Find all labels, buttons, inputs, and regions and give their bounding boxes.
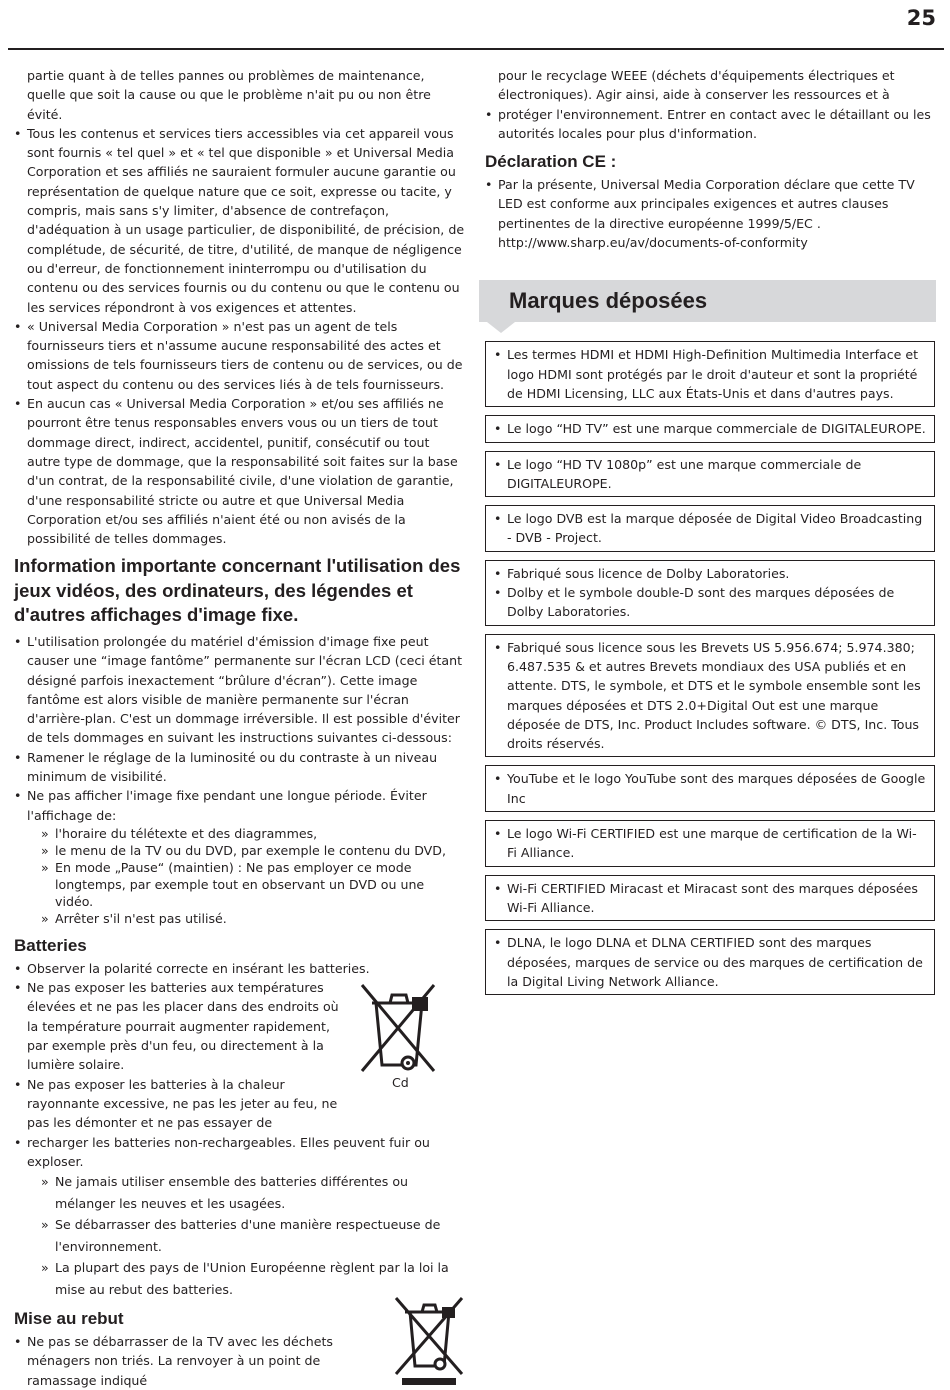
disposal-heading: Mise au rebut xyxy=(14,1309,124,1329)
list-item: • Observer la polarité correcte en insérant les batteries. xyxy=(14,959,466,978)
list-item: • Ne pas exposer les batteries aux températures élevées et ne pas les placer dans des endroits où la température pourrait augmenter rapidement, par exemple près d'un feu, ou directement à la lumière solaire. xyxy=(14,978,347,1074)
list-item: • Le logo Wi-Fi CERTIFIED est une marque de certification de la Wi-Fi Alliance. xyxy=(494,824,926,863)
left-column xyxy=(14,66,466,1390)
list-item: • L'utilisation prolongée du matériel d'émission d'image fixe peut causer une “image fantôme” permanente sur l'écran LCD (ceci étant désigné parfois inexactement “brûlure d'écran”). Cette image fantôme est alors visible de manière permanente sur l'écran d'arrière-plan. C'est un dommage irréversible. Il est possible d'éviter de tels dommages en suivant les instructions suivantes ci-dessous: xyxy=(14,632,466,748)
list-item: • Fabriqué sous licence de Dolby Laboratories. xyxy=(494,564,926,583)
weee-list xyxy=(485,105,937,144)
sub-list-item: » En mode „Pause“ (maintien) : Ne pas employer ce mode longtemps, par exemple tout en observant un DVD ou une vidéo. xyxy=(41,859,466,910)
trademark-box xyxy=(485,875,935,922)
trademarks-heading: Marques déposées xyxy=(509,288,708,314)
ce-heading: Déclaration CE : xyxy=(485,152,617,172)
weee-continuation: pour le recyclage WEEE (déchets d'équipements électriques et électroniques). Agir ainsi, aide à conserver les ressources et à xyxy=(498,68,895,103)
trademark-box xyxy=(485,341,935,407)
list-item: • Ramener le réglage de la luminosité ou du contraste à un niveau minimum de visibilité. xyxy=(14,748,466,787)
header-notch xyxy=(487,322,515,333)
list-item: • Le logo DVB est la marque déposée de Digital Video Broadcasting - DVB - Project. xyxy=(494,509,926,548)
list-item: • « Universal Media Corporation » n'est pas un agent de tels fournisseurs tiers et n'assume aucune responsabilité des actes et omissions de tels fournisseurs tiers de contenu ou de services, ou de tout aspect du contenu ou des services liés à de tels fournisseurs. xyxy=(14,317,466,394)
crossed-out-bin-cd-icon xyxy=(358,981,438,1075)
trademark-box xyxy=(485,451,935,498)
trademark-list xyxy=(485,341,937,995)
crossed-out-bin-icon xyxy=(392,1294,466,1386)
disposal-section xyxy=(14,1308,466,1390)
page-number: 25 xyxy=(906,6,936,30)
ce-list xyxy=(485,175,937,252)
list-item: • DLNA, le logo DLNA et DLNA CERTIFIED sont des marques déposées, marques de service ou des marques de certification de la Digital Living Network Alliance. xyxy=(494,933,926,991)
sub-list-item: » Ne jamais utiliser ensemble des batteries différentes ou mélanger les neuves et les usagées. xyxy=(41,1171,466,1214)
trademarks-header xyxy=(479,280,936,322)
list-item: • Fabriqué sous licence sous les Brevets US 5.956.674; 5.974.380; 6.487.535 & et autres Brevets mondiaux des USA publiés et en attente. DTS, le symbole, et DTS et le symbole ensemble sont les marques déposées et DTS 2.0+Digital Out est une marque déposée de DTS, Inc. Product Includes software. © DTS, Inc. Tous droits réservés. xyxy=(494,638,926,754)
batteries-heading: Batteries xyxy=(14,935,87,955)
battery-sub-list xyxy=(14,1171,466,1300)
list-item: • protéger l'environnement. Entrer en contact avec le détaillant ou les autorités locales pour plus d'information. xyxy=(485,105,937,144)
list-item: • Ne pas afficher l'image fixe pendant une longue période. Éviter l'affichage de: xyxy=(14,786,466,825)
list-item: • Tous les contenus et services tiers accessibles via cet appareil vous sont fournis « tel quel » et « tel que disponible » et Universal Media Corporation et ses affiliés ne sauraient formuler aucune garantie ou représentation de quelque nature que ce soit, expresse ou tacite, y compris, mais sans s'y limiter, d'absence de contrefaçon, d'adéquation à un usage particulier, de disponibilité, de précision, de complétude, de sécurité, de titre, d'utilité, de manque de négligence ou d'erreur, de fonctionnement ininterrompu ou d'utilisation du contenu ou des services fournis ou du contenu ou que le contenu ou les services répondront à vos exigences et attentes. xyxy=(14,124,466,317)
trademark-box xyxy=(485,634,935,758)
trademark-box xyxy=(485,929,935,995)
info-heading: Information importante concernant l'utilisation des jeux vidéos, des ordinateurs, des légendes et d'autres affichages d'image fixe. xyxy=(14,555,461,626)
list-item: • Les termes HDMI et HDMI High-Definition Multimedia Interface et logo HDMI sont protégés par le droit d'auteur et sont la propriété de HDMI Licensing, LLC aux États-Unis et dans d'autres pays. xyxy=(494,345,926,403)
trademark-box xyxy=(485,505,935,552)
intro-continuation: partie quant à de telles pannes ou problèmes de maintenance, quelle que soit la cause ou que le problème n'ait pu ou non être évité. xyxy=(27,68,431,122)
trademark-box xyxy=(485,820,935,867)
list-item: • Le logo “HD TV 1080p” est une marque commerciale de DIGITALEUROPE. xyxy=(494,455,926,494)
list-item: • recharger les batteries non-rechargeables. Elles peuvent fuir ou exploser. xyxy=(14,1133,466,1172)
trademark-box xyxy=(485,560,935,626)
list-item: • En aucun cas « Universal Media Corporation » et/ou ses affiliés ne pourront être tenus responsables envers vous ou un tiers de tout dommage direct, indirect, accidentel, punitif, consécutif ou tout autre type de dommage, que la responsabilité soit faites sur la base d'un contrat, de la responsabilité civile, d'une violation de garantie, d'une responsabilité stricte ou autre et que Universal Media Corporation et/ou ses affiliés n'aient été ou non avisés de la possibilité de telles dommages. xyxy=(14,394,466,548)
trademark-box xyxy=(485,765,935,812)
list-item: • Ne pas se débarrasser de la TV avec les déchets ménagers non triés. La renvoyer à un point de ramassage indiqué xyxy=(14,1332,357,1390)
list-item: • Dolby et le symbole double-D sont des marques déposées de Dolby Laboratories. xyxy=(494,583,926,622)
info-list xyxy=(14,632,466,825)
right-column xyxy=(485,66,937,1003)
cd-label: Cd xyxy=(392,1074,409,1090)
sub-list-item: » La plupart des pays de l'Union Européenne règlent par la loi la mise au rebut des batteries. xyxy=(41,1257,466,1300)
sub-list-item: » Arrêter s'il n'est pas utilisé. xyxy=(41,910,466,927)
header-rule xyxy=(8,48,944,50)
list-item: • Par la présente, Universal Media Corporation déclare que cette TV LED est conforme aux principales exigences et autres clauses pertinentes de la directive européenne 1999/5/EC . http://www.sharp.eu/av/documents-of-conformity xyxy=(485,175,937,252)
trademark-box xyxy=(485,415,935,442)
list-item: • Wi-Fi CERTIFIED Miracast et Miracast sont des marques déposées Wi-Fi Alliance. xyxy=(494,879,926,918)
sub-list-item: » l'horaire du télétexte et des diagrammes, xyxy=(41,825,466,842)
warranty-list xyxy=(14,124,466,549)
sub-list-item: » le menu de la TV ou du DVD, par exemple le contenu du DVD, xyxy=(41,842,466,859)
list-item: • YouTube et le logo YouTube sont des marques déposées de Google Inc xyxy=(494,769,926,808)
sub-list-item: » Se débarrasser des batteries d'une manière respectueuse de l'environnement. xyxy=(41,1214,466,1257)
batteries-section xyxy=(14,935,466,1300)
list-item: • Ne pas exposer les batteries à la chaleur rayonnante excessive, ne pas les jeter au feu, ne pas les démonter et ne pas essayer de xyxy=(14,1075,347,1133)
list-item: • Le logo “HD TV” est une marque commerciale de DIGITALEUROPE. xyxy=(494,419,926,438)
info-sub-list xyxy=(14,825,466,927)
